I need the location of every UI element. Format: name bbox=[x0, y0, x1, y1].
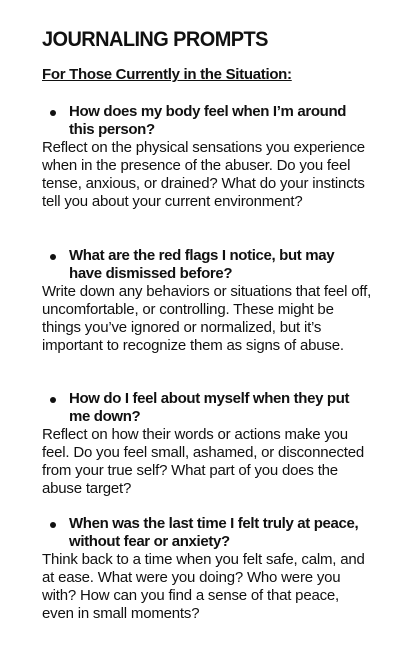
prompt-question: How does my body feel when I’m around this person? bbox=[69, 103, 347, 138]
bullet-icon bbox=[50, 110, 56, 116]
section-subtitle: For Those Currently in the Situation: bbox=[42, 66, 292, 83]
prompt-question: What are the red flags I notice, but may have dismissed before? bbox=[69, 247, 335, 282]
prompt-item bbox=[0, 247, 416, 354]
bullet-icon bbox=[50, 397, 56, 403]
prompt-question: When was the last time I felt truly at peace, without fear or anxiety? bbox=[69, 515, 359, 550]
prompt-question: How do I feel about myself when they put me down? bbox=[69, 390, 350, 425]
prompt-description: Write down any behaviors or situations that feel off, uncomfortable, or controlling. These might be things you’ve ignored or normalized, but it’s important to recognize them as signs of abuse. bbox=[42, 283, 372, 354]
bullet-icon bbox=[50, 254, 56, 260]
prompt-description: Think back to a time when you felt safe, calm, and at ease. What were you doing? Who were you with? How can you find a sense of that peace, even in small moments? bbox=[42, 551, 365, 622]
prompt-item bbox=[0, 103, 416, 210]
page-title: JOURNALING PROMPTS bbox=[42, 28, 268, 51]
prompt-description: Reflect on the physical sensations you experience when in the presence of the abuser. Do you feel tense, anxious, or drained? What do your instincts tell you about your current environment? bbox=[42, 139, 365, 210]
prompt-description: Reflect on how their words or actions make you feel. Do you feel small, ashamed, or disconnected from your true self? What part of you does the abuse target? bbox=[42, 426, 365, 497]
bullet-icon bbox=[50, 522, 56, 528]
prompt-item bbox=[0, 515, 416, 622]
prompt-item bbox=[0, 390, 416, 497]
